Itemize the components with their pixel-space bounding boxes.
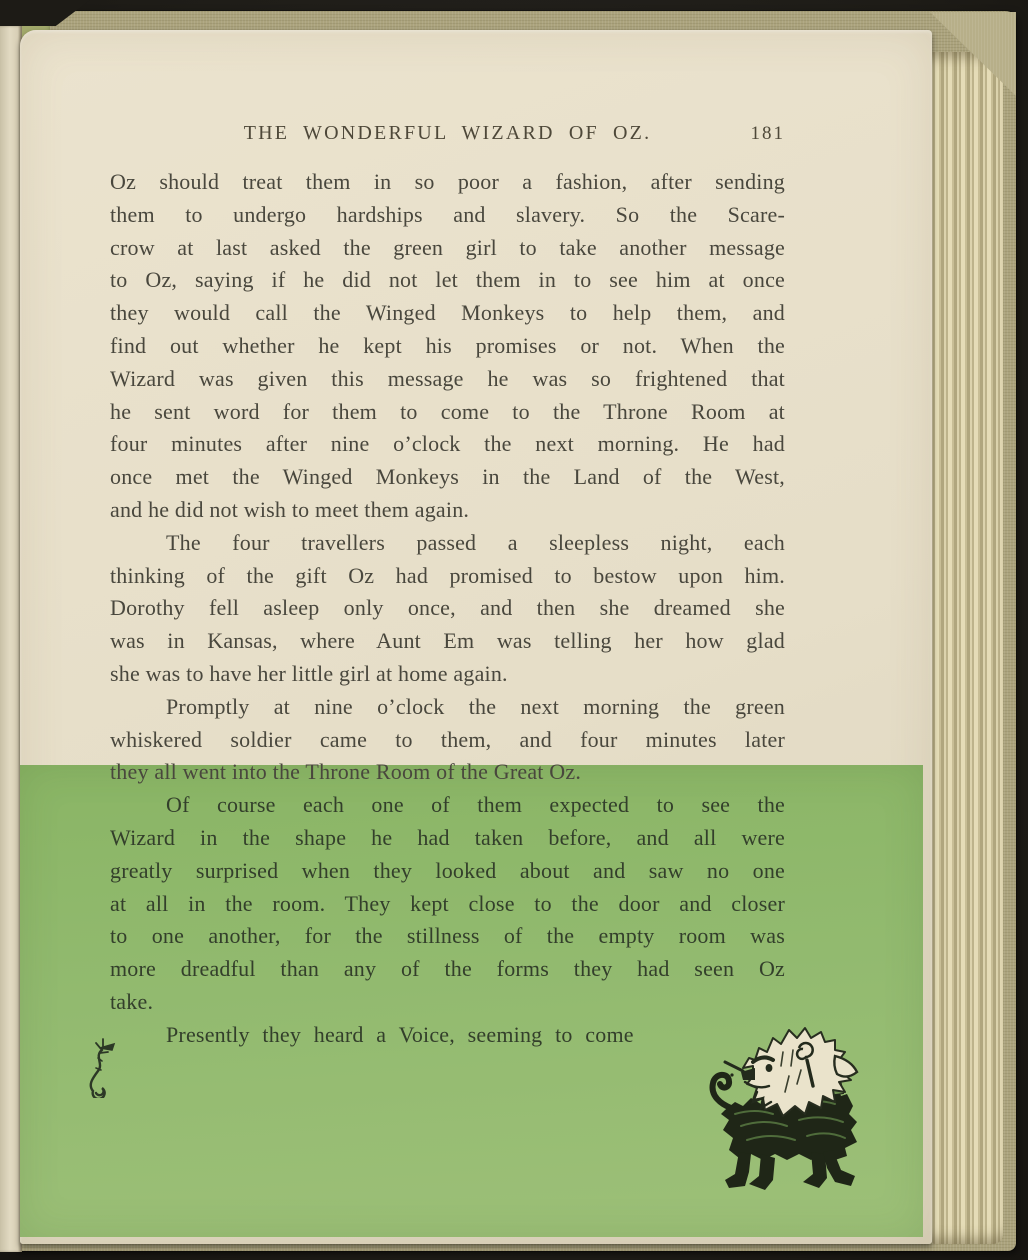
paragraph — [110, 527, 785, 691]
paragraph — [110, 1019, 785, 1052]
text-line: to Oz, saying if he did not let them in to see him at once — [110, 267, 785, 293]
text-line: The four travellers passed a sleepless night, each — [166, 529, 785, 555]
text-line: she was to have her little girl at home again. — [110, 660, 508, 686]
text-line: Wizard in the shape he had taken before, and all were — [110, 824, 785, 850]
text-line: them to undergo hardships and slavery. So the Scare- — [110, 201, 785, 227]
text-line: greatly surprised when they looked about and saw no one — [110, 857, 785, 883]
running-header — [110, 122, 785, 148]
text-line: find out whether he kept his promises or not. When the — [110, 332, 785, 358]
text-line: Dorothy fell asleep only once, and then she dreamed she — [110, 595, 785, 621]
paragraph — [110, 166, 785, 527]
text-line: Wizard was given this message he was so frightened that — [110, 365, 785, 391]
text-line: he sent word for them to come to the Throne Room at — [110, 398, 785, 424]
text-line: was in Kansas, where Aunt Em was telling her how glad — [110, 628, 785, 654]
text-line: to one another, for the stillness of the empty room was — [110, 923, 785, 949]
seahorse-flourish-illustration — [80, 1038, 116, 1098]
text-line: Promptly at nine o’clock the next morning the green — [166, 693, 785, 719]
text-line: whiskered soldier came to them, and four minutes later — [110, 726, 785, 752]
text-line: they would call the Winged Monkeys to help them, and — [110, 300, 785, 326]
text-line: and he did not wish to meet them again. — [110, 496, 470, 522]
book-page — [20, 30, 932, 1244]
paragraph — [110, 789, 785, 1019]
text-line: four minutes after nine o’clock the next morning. He had — [110, 431, 785, 457]
text-line: thinking of the gift Oz had promised to bestow upon him. — [110, 562, 785, 588]
left-page-edge — [0, 26, 22, 1252]
running-title: THE WONDERFUL WIZARD OF OZ. — [243, 122, 652, 144]
paragraph — [110, 691, 785, 789]
text-line: crow at last asked the green girl to take another message — [110, 234, 785, 260]
text-line: at all in the room. They kept close to the door and closer — [110, 890, 785, 916]
toto-dog-illustration — [695, 1022, 865, 1194]
page-number: 181 — [750, 123, 785, 144]
text-line: more dreadful than any of the forms they had seen Oz — [110, 956, 785, 982]
text-line: Of course each one of them expected to see the — [166, 792, 785, 818]
page-edges — [931, 52, 1003, 1244]
dog-tail — [712, 1075, 731, 1108]
text-line: Oz should treat them in so poor a fashion, after sending — [110, 169, 785, 194]
text-line: once met the Winged Monkeys in the Land of the West, — [110, 464, 785, 490]
text-line: Presently they heard a Voice, seeming to come — [166, 1021, 634, 1047]
text-line: take. — [110, 988, 154, 1014]
dog-head — [743, 1028, 851, 1116]
body-text — [110, 166, 785, 1052]
text-line: they all went into the Throne Room of the Great Oz. — [110, 759, 582, 785]
